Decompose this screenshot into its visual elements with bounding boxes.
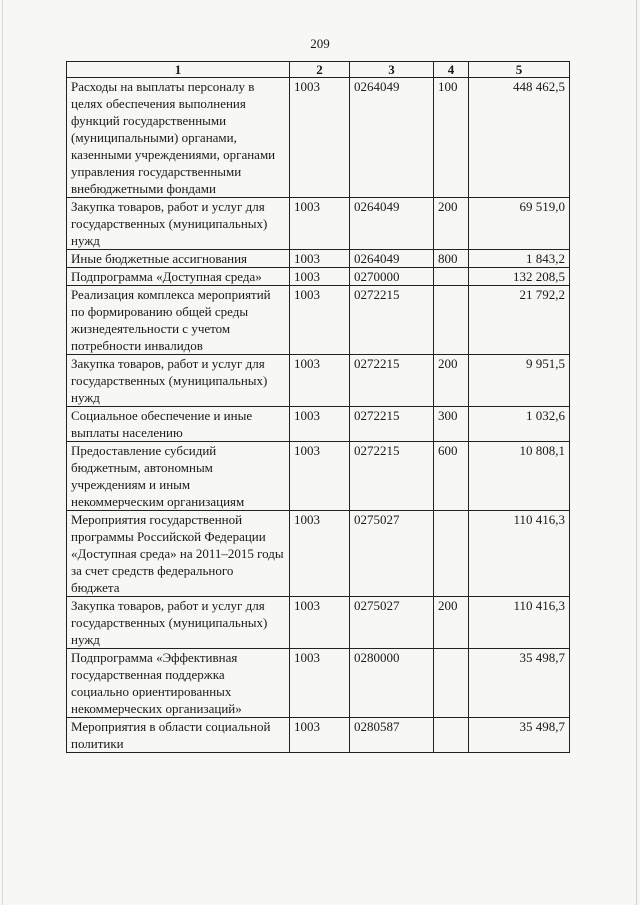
row-type <box>434 511 469 597</box>
row-amount: 10 808,1 <box>469 442 570 511</box>
row-amount: 1 843,2 <box>469 250 570 268</box>
row-amount: 448 462,5 <box>469 78 570 198</box>
row-amount: 21 792,2 <box>469 286 570 355</box>
row-name: Подпрограмма «Доступная среда» <box>67 268 290 286</box>
col-header-2: 2 <box>290 62 350 78</box>
table-row <box>67 286 570 355</box>
row-section: 1003 <box>290 442 350 511</box>
row-section: 1003 <box>290 511 350 597</box>
row-name: Закупка товаров, работ и услуг для государственных (муниципальных) нужд <box>67 355 290 407</box>
row-code: 0272215 <box>350 442 434 511</box>
row-amount: 9 951,5 <box>469 355 570 407</box>
row-type: 300 <box>434 407 469 442</box>
page-edge-right <box>636 0 637 905</box>
table-row <box>67 649 570 718</box>
row-type <box>434 718 469 753</box>
table-row <box>67 597 570 649</box>
table-row <box>67 718 570 753</box>
table-row <box>67 78 570 198</box>
row-code: 0275027 <box>350 597 434 649</box>
col-header-4: 4 <box>434 62 469 78</box>
row-type <box>434 649 469 718</box>
row-name: Социальное обеспечение и иные выплаты населению <box>67 407 290 442</box>
table-row <box>67 268 570 286</box>
table-header-row <box>67 62 570 78</box>
row-section: 1003 <box>290 78 350 198</box>
table-body <box>67 78 570 753</box>
row-type <box>434 268 469 286</box>
page-edge-left <box>2 0 3 905</box>
row-code: 0264049 <box>350 250 434 268</box>
budget-table <box>66 61 570 753</box>
row-code: 0272215 <box>350 355 434 407</box>
row-name: Иные бюджетные ассигнования <box>67 250 290 268</box>
table-row <box>67 442 570 511</box>
table-row <box>67 355 570 407</box>
row-name: Предоставление субсидий бюджетным, автономным учреждениям и иным некоммерческим организациям <box>67 442 290 511</box>
col-header-5: 5 <box>469 62 570 78</box>
row-section: 1003 <box>290 286 350 355</box>
row-code: 0264049 <box>350 78 434 198</box>
row-code: 0275027 <box>350 511 434 597</box>
row-section: 1003 <box>290 250 350 268</box>
row-name: Мероприятия государственной программы Российской Федерации «Доступная среда» на 2011–2015 годы за счет средств федерального бюджета <box>67 511 290 597</box>
row-amount: 110 416,3 <box>469 511 570 597</box>
row-name: Подпрограмма «Эффективная государственная поддержка социально ориентированных некоммерческих организаций» <box>67 649 290 718</box>
table-row <box>67 198 570 250</box>
row-section: 1003 <box>290 355 350 407</box>
row-type: 800 <box>434 250 469 268</box>
row-name: Мероприятия в области социальной политики <box>67 718 290 753</box>
table-row <box>67 407 570 442</box>
row-type <box>434 286 469 355</box>
row-code: 0280000 <box>350 649 434 718</box>
row-type: 100 <box>434 78 469 198</box>
row-section: 1003 <box>290 407 350 442</box>
row-amount: 1 032,6 <box>469 407 570 442</box>
row-section: 1003 <box>290 268 350 286</box>
row-amount: 132 208,5 <box>469 268 570 286</box>
row-section: 1003 <box>290 718 350 753</box>
row-type: 600 <box>434 442 469 511</box>
row-code: 0264049 <box>350 198 434 250</box>
row-name: Закупка товаров, работ и услуг для государственных (муниципальных) нужд <box>67 198 290 250</box>
row-name: Расходы на выплаты персоналу в целях обеспечения выполнения функций государственными (муниципальными) органами, казенными учреждениями, органами управления государственными внебюджетными фондами <box>67 78 290 198</box>
col-header-3: 3 <box>350 62 434 78</box>
row-type: 200 <box>434 198 469 250</box>
row-amount: 110 416,3 <box>469 597 570 649</box>
row-amount: 35 498,7 <box>469 649 570 718</box>
row-code: 0272215 <box>350 286 434 355</box>
row-amount: 35 498,7 <box>469 718 570 753</box>
col-header-1: 1 <box>67 62 290 78</box>
row-type: 200 <box>434 355 469 407</box>
page-number: 209 <box>310 36 330 51</box>
row-code: 0280587 <box>350 718 434 753</box>
row-amount: 69 519,0 <box>469 198 570 250</box>
row-name: Закупка товаров, работ и услуг для государственных (муниципальных) нужд <box>67 597 290 649</box>
row-section: 1003 <box>290 198 350 250</box>
table-row <box>67 250 570 268</box>
row-section: 1003 <box>290 649 350 718</box>
row-code: 0270000 <box>350 268 434 286</box>
row-section: 1003 <box>290 597 350 649</box>
table-row <box>67 511 570 597</box>
row-name: Реализация комплекса мероприятий по формированию общей среды жизнедеятельности с учетом потребности инвалидов <box>67 286 290 355</box>
row-code: 0272215 <box>350 407 434 442</box>
row-type: 200 <box>434 597 469 649</box>
